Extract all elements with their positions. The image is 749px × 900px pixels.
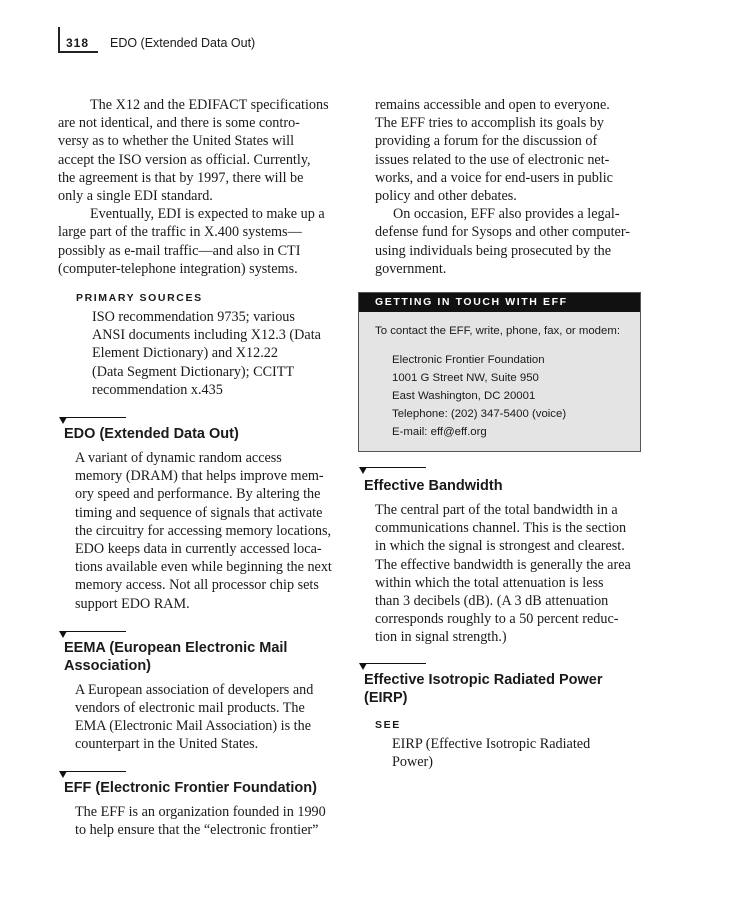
entry-triangle bbox=[59, 631, 67, 638]
running-title: EDO (Extended Data Out) bbox=[110, 36, 256, 50]
contact-org: Electronic Frontier Foundation bbox=[392, 354, 545, 366]
entry-marker bbox=[64, 771, 346, 779]
primary-sources-text: ISO recommendation 9735; various ANSI documents including X12.3 (Data Element Dictionary) and X12.22 (Data Segment Dictionary); CCITT recommendation x.435 bbox=[92, 309, 321, 398]
contact-email[interactable]: E-mail: eff@eff.org bbox=[392, 426, 487, 438]
entry-triangle bbox=[59, 771, 67, 778]
headword-edo: EDO (Extended Data Out) bbox=[64, 426, 239, 443]
entry-marker bbox=[64, 417, 346, 425]
intro-paragraph-2: Eventually, EDI is expected to make up a large part of the traffic in X.400 systems— possibly as e-mail traffic—and also in CTI (computer-telephone integration) systems. bbox=[58, 206, 325, 277]
intro-paragraph-1: The X12 and the EDIFACT specifications are not identical, and there is some contro- versy as to whether the United States will accept the ISO version as official. Currently, the agreement is that by 1997, there will be only a single EDI standard. bbox=[58, 97, 329, 205]
contact-sidebar-box bbox=[358, 292, 641, 452]
right-column bbox=[362, 96, 644, 278]
headword-eema: EEMA (European Electronic Mail Association) bbox=[64, 639, 288, 674]
entry-rule bbox=[64, 771, 126, 772]
page-number: 318 bbox=[66, 36, 90, 50]
left-column bbox=[58, 96, 346, 839]
contact-street: 1001 G Street NW, Suite 950 bbox=[392, 372, 539, 384]
entry-marker bbox=[64, 631, 346, 639]
headword-eff: EFF (Electronic Frontier Foundation) bbox=[64, 779, 317, 796]
entry-rule bbox=[364, 663, 426, 664]
entry-rule bbox=[64, 631, 126, 632]
definition-eema: A European association of developers and vendors of electronic mail products. The EMA (Electronic Mail Association) is the counterpart in the United States. bbox=[75, 681, 314, 753]
entry-marker bbox=[364, 663, 646, 671]
see-label: SEE bbox=[375, 718, 401, 731]
entry-marker bbox=[364, 467, 646, 475]
header-horizontal-rule bbox=[58, 51, 98, 53]
definition-eff: The EFF is an organization founded in 1990 to help ensure that the “electronic frontier” bbox=[75, 803, 326, 838]
contact-address-block bbox=[392, 351, 566, 441]
eff-continued-paragraph-2: On occasion, EFF also provides a legal- defense fund for Sysops and other computer- using individuals being prosecuted by the government. bbox=[375, 206, 631, 277]
entry-rule bbox=[64, 417, 126, 418]
contact-box-title: GETTING IN TOUCH WITH EFF bbox=[359, 293, 640, 312]
headword-effective-bandwidth: Effective Bandwidth bbox=[364, 478, 503, 494]
entry-triangle bbox=[359, 663, 367, 670]
contact-box-intro: To contact the EFF, write, phone, fax, or modem: bbox=[375, 325, 621, 337]
headword-eirp: Effective Isotropic Radiated Power (EIRP) bbox=[364, 671, 603, 706]
definition-edo: A variant of dynamic random access memory (DRAM) that helps improve mem- ory speed and performance. By altering the timing and sequence of signals that activate the circuitry for accessing memory locations, EDO keeps data in currently accessed loca- tions available even while beginning the next memory access. Not all processor chip sets support EDO RAM. bbox=[75, 450, 332, 612]
see-reference[interactable]: EIRP (Effective Isotropic Radiated Power) bbox=[392, 735, 591, 770]
contact-city: East Washington, DC 20001 bbox=[392, 390, 536, 402]
eff-continued-paragraph-1: remains accessible and open to everyone. The EFF tries to accomplish its goals by providing a forum for the discussion of issues related to the use of electronic net- works, and a voice for end-users in public policy and other debates. bbox=[375, 97, 613, 205]
header-vertical-rule bbox=[58, 27, 60, 53]
definition-effective-bandwidth: The central part of the total bandwidth in a communications channel. This is the section in which the signal is strongest and clearest. The effective bandwidth is generally the area within which the total attenuation is less than 3 decibels (dB). (A 3 dB attenuation corresponds roughly to a 50 percent reduc- tion in signal strength.) bbox=[375, 502, 631, 646]
entry-triangle bbox=[59, 417, 67, 424]
right-column-lower bbox=[364, 467, 646, 771]
contact-phone: Telephone: (202) 347-5400 (voice) bbox=[392, 408, 567, 420]
entry-triangle bbox=[359, 467, 367, 474]
primary-sources-label: PRIMARY SOURCES bbox=[76, 292, 203, 305]
entry-rule bbox=[364, 467, 426, 468]
